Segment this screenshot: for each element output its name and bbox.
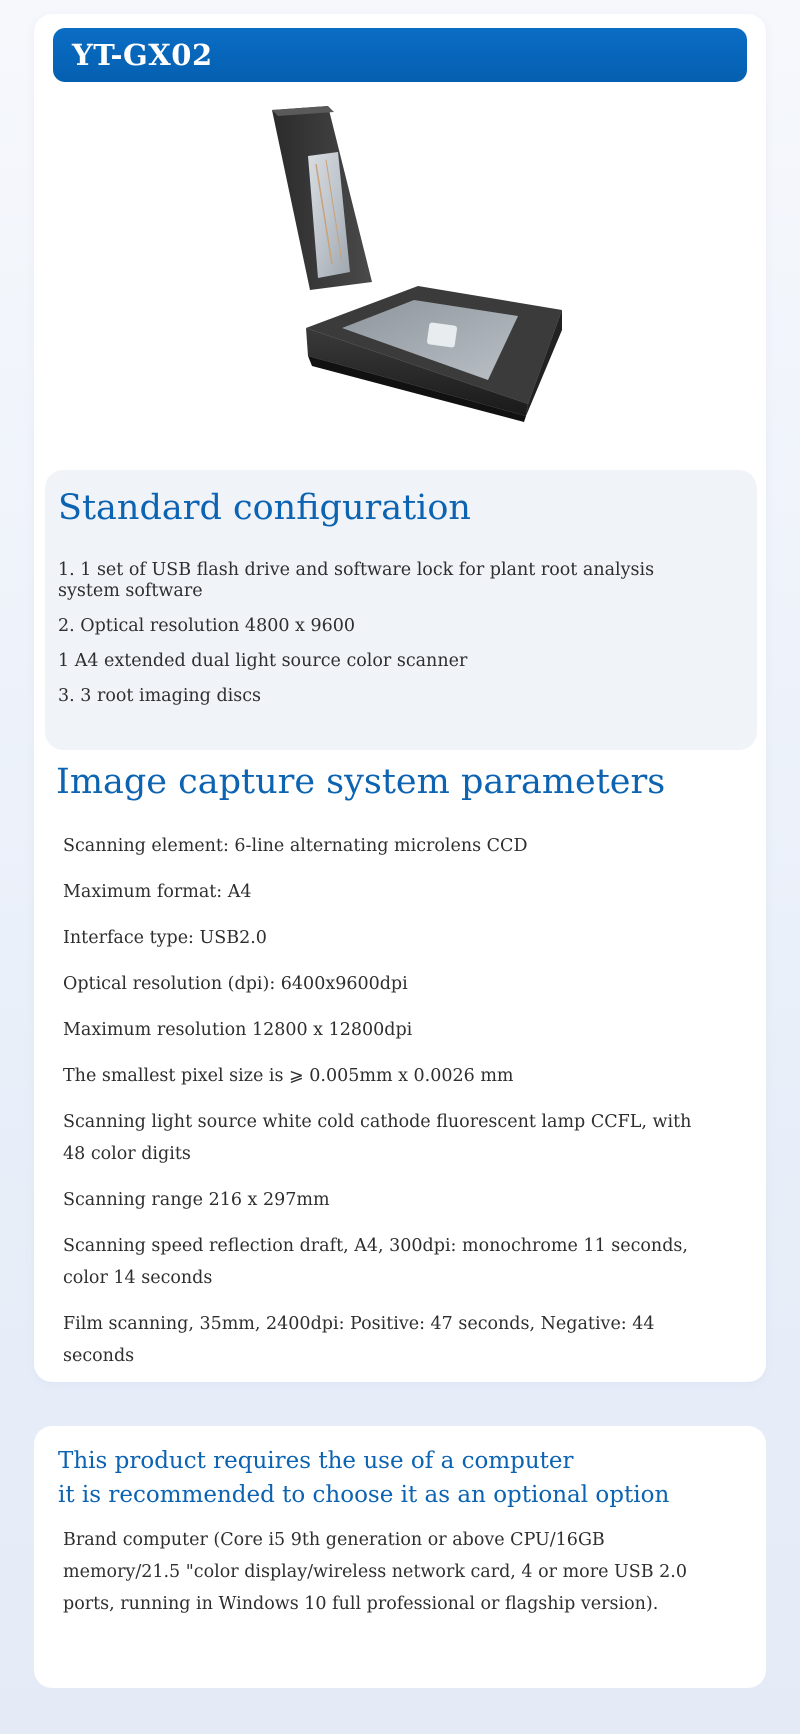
list-item: Scanning light source white cold cathode fluorescent lamp CCFL, with 48 color digits bbox=[63, 1112, 692, 1164]
list-item: 1 A4 extended dual light source color scanner bbox=[58, 651, 468, 671]
list-item: Scanning range 216 x 297mm bbox=[63, 1190, 330, 1210]
list-item: Scanning element: 6-line alternating microlens CCD bbox=[63, 836, 528, 856]
list-item: The smallest pixel size is ⩾ 0.005mm x 0.0026 mm bbox=[63, 1066, 514, 1086]
computer-requirement-title bbox=[58, 1444, 708, 1512]
list-item: Interface type: USB2.0 bbox=[63, 928, 267, 948]
model-title: YT-GX02 bbox=[72, 38, 213, 72]
list-item: 3. 3 root imaging discs bbox=[58, 686, 262, 706]
list-item: 2. Optical resolution 4800 x 9600 bbox=[58, 616, 356, 636]
image-capture-params-list bbox=[63, 830, 703, 1386]
list-item: Film scanning, 35mm, 2400dpi: Positive: 47 seconds, Negative: 44 seconds bbox=[63, 1314, 655, 1366]
list-item: Optical resolution (dpi): 6400x9600dpi bbox=[63, 974, 408, 994]
standard-configuration-title: Standard configuration bbox=[58, 488, 471, 528]
list-item: 1. 1 set of USB flash drive and software lock for plant root analysis system software bbox=[58, 560, 655, 601]
list-item: Maximum format: A4 bbox=[63, 882, 252, 902]
computer-title-line-1: This product requires the use of a computer bbox=[58, 1448, 574, 1474]
computer-title-line-2: it is recommended to choose it as an optional option bbox=[58, 1482, 670, 1508]
model-title-bar bbox=[53, 28, 747, 82]
list-item: Maximum resolution 12800 x 12800dpi bbox=[63, 1020, 413, 1040]
standard-configuration-list bbox=[58, 560, 698, 721]
list-item: Scanning speed reflection draft, A4, 300dpi: monochrome 11 seconds, color 14 seconds bbox=[63, 1236, 688, 1288]
scanner-product-image bbox=[268, 104, 588, 460]
computer-requirement-body: Brand computer (Core i5 9th generation or above CPU/16GB memory/21.5 "color display/wireless network card, 4 or more USB 2.0 ports, running in Windows 10 full professional or flagship version). bbox=[63, 1530, 687, 1614]
image-capture-title: Image capture system parameters bbox=[56, 762, 666, 802]
